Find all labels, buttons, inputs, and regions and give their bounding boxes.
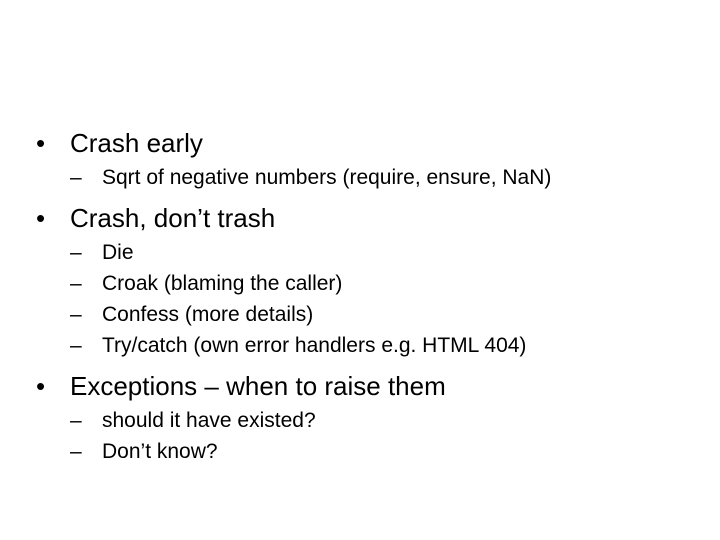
dash-icon: – <box>70 166 82 189</box>
sub-bullet-item <box>70 330 696 361</box>
sub-bullet-item <box>70 237 696 268</box>
sub-bullet-text: Don’t know? <box>102 440 218 463</box>
bullet-dot-icon: • <box>36 128 46 158</box>
bullet-text: Exceptions – when to raise them <box>70 371 446 401</box>
sub-bullet-text: Confess (more details) <box>102 303 314 326</box>
sub-bullet-text: Try/catch (own error handlers e.g. HTML 404) <box>102 334 527 357</box>
sub-bullet-text: Die <box>102 241 134 264</box>
sub-bullet-list <box>70 237 696 361</box>
bullet-item-crash-dont-trash <box>36 201 696 361</box>
sub-bullet-item <box>70 162 696 193</box>
dash-icon: – <box>70 440 82 463</box>
bullet-item-exceptions <box>36 369 696 467</box>
sub-bullet-item <box>70 299 696 330</box>
sub-bullet-item <box>70 405 696 436</box>
sub-bullet-text: should it have existed? <box>102 409 316 432</box>
sub-bullet-item <box>70 436 696 467</box>
bullet-item-crash-early <box>36 126 696 193</box>
dash-icon: – <box>70 334 82 357</box>
bullet-text: Crash early <box>70 128 203 158</box>
sub-bullet-item <box>70 268 696 299</box>
dash-icon: – <box>70 303 82 326</box>
bullet-dot-icon: • <box>36 371 46 401</box>
dash-icon: – <box>70 272 82 295</box>
sub-bullet-list <box>70 162 696 193</box>
sub-bullet-text: Croak (blaming the caller) <box>102 272 343 295</box>
bullet-list <box>36 126 696 467</box>
sub-bullet-text: Sqrt of negative numbers (require, ensure, NaN) <box>102 166 552 189</box>
bullet-text: Crash, don’t trash <box>70 203 276 233</box>
sub-bullet-list <box>70 405 696 467</box>
bullet-dot-icon: • <box>36 203 46 233</box>
dash-icon: – <box>70 241 82 264</box>
dash-icon: – <box>70 409 82 432</box>
